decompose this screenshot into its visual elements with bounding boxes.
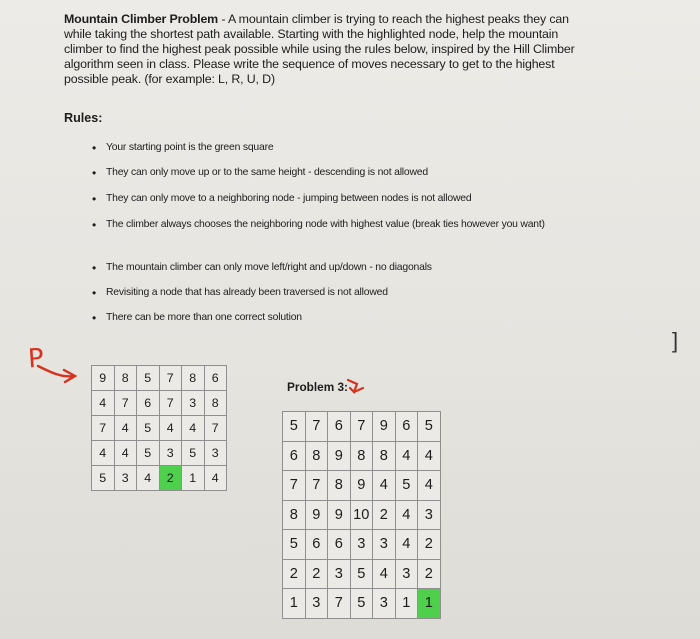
grid-row [92, 441, 227, 466]
rule-item [92, 310, 576, 326]
grid-row [283, 412, 441, 442]
grid-cell: 3 [159, 441, 182, 466]
grid-cell: 4 [114, 441, 137, 466]
grid-cell: 4 [373, 559, 396, 589]
problem-line-1: - A mountain climber is trying to reach the highest peaks they can [218, 12, 569, 26]
rule-item [92, 260, 576, 276]
grid-cell: 5 [92, 466, 115, 491]
grid-cell: 2 [305, 559, 328, 589]
problem3-grid [282, 411, 441, 619]
grid-cell: 8 [283, 500, 306, 530]
grid-cell: 2 [418, 530, 441, 560]
grid-row [283, 500, 441, 530]
problem-line-5: possible peak. (for example: L, R, U, D) [64, 72, 275, 86]
grid-cell: 9 [305, 500, 328, 530]
grid-cell: 7 [159, 391, 182, 416]
rule-item [92, 285, 576, 301]
handwritten-check-icon [343, 376, 369, 398]
grid-cell: 5 [137, 416, 160, 441]
grid-cell: 7 [350, 412, 373, 442]
grid-cell: 4 [159, 416, 182, 441]
grid-cell: 6 [137, 391, 160, 416]
grid-cell: 3 [373, 589, 396, 619]
grid-cell: 4 [418, 471, 441, 501]
grid-cell: 8 [204, 391, 227, 416]
grid-cell: 4 [395, 500, 418, 530]
example-grid [91, 365, 227, 491]
grid-cell: 6 [204, 366, 227, 391]
grid-cell: 7 [283, 471, 306, 501]
grid-cell: 4 [182, 416, 205, 441]
grid-cell: 4 [373, 471, 396, 501]
rule-text: The climber always chooses the neighboring node with highest value (break ties however you want) [106, 219, 545, 230]
problem-statement [64, 12, 584, 87]
grid-row [283, 530, 441, 560]
grid-cell: 7 [92, 416, 115, 441]
grid-cell: 9 [350, 471, 373, 501]
grid-cell: 8 [328, 471, 351, 501]
grid-cell: 5 [350, 559, 373, 589]
grid-cell: 7 [204, 416, 227, 441]
grid-cell: 7 [328, 589, 351, 619]
grid-cell: 3 [328, 559, 351, 589]
grid-cell: 6 [328, 412, 351, 442]
grid-cell: 9 [92, 366, 115, 391]
grid-cell: 4 [92, 391, 115, 416]
grid-cell: 5 [350, 589, 373, 619]
grid-cell: 1 [182, 466, 205, 491]
bullet-icon: • [92, 286, 97, 300]
grid-cell: 9 [328, 441, 351, 471]
grid-cell: 9 [328, 500, 351, 530]
grid-cell: 4 [137, 466, 160, 491]
rules-heading: Rules: [64, 111, 103, 125]
bullet-icon: • [92, 218, 97, 232]
grid-cell: 6 [283, 441, 306, 471]
rule-item [92, 140, 576, 156]
grid-cell: 1 [283, 589, 306, 619]
handwritten-arrow-icon [36, 362, 80, 384]
rule-text: They can only move up or to the same height - descending is not allowed [106, 167, 428, 178]
grid-cell: 5 [182, 441, 205, 466]
grid-row [283, 471, 441, 501]
grid-cell: 4 [395, 530, 418, 560]
problem-title: Mountain Climber Problem [64, 12, 219, 26]
grid-cell: 3 [373, 530, 396, 560]
start-cell: 2 [159, 466, 182, 491]
rule-text: There can be more than one correct solution [106, 312, 302, 323]
grid-cell: 10 [350, 500, 373, 530]
grid-cell: 8 [373, 441, 396, 471]
grid-cell: 3 [182, 391, 205, 416]
grid-cell: 3 [305, 589, 328, 619]
grid-cell: 7 [305, 412, 328, 442]
grid-cell: 6 [305, 530, 328, 560]
grid-cell: 5 [137, 366, 160, 391]
start-cell: 1 [418, 589, 441, 619]
bracket-mark-icon: ] [672, 328, 679, 353]
grid-cell: 3 [350, 530, 373, 560]
grid-cell: 7 [305, 471, 328, 501]
grid-cell: 4 [114, 416, 137, 441]
bullet-icon: • [92, 311, 97, 325]
grid-cell: 4 [92, 441, 115, 466]
grid-cell: 1 [395, 589, 418, 619]
grid-row [92, 366, 227, 391]
grid-cell: 4 [418, 441, 441, 471]
grid-cell: 2 [418, 559, 441, 589]
grid-cell: 5 [137, 441, 160, 466]
rule-text: The mountain climber can only move left/right and up/down - no diagonals [106, 262, 432, 273]
grid-cell: 2 [373, 500, 396, 530]
rule-text: They can only move to a neighboring node - jumping between nodes is not allowed [106, 193, 472, 204]
grid-row [92, 466, 227, 491]
grid-cell: 6 [395, 412, 418, 442]
handwritten-p-mark-icon: P [26, 343, 45, 375]
rule-text: Revisiting a node that has already been traversed is not allowed [106, 287, 388, 298]
rule-item [92, 165, 576, 181]
rule-item [92, 191, 576, 207]
grid-cell: 3 [114, 466, 137, 491]
problem-line-2: while taking the shortest path available. Starting with the highlighted node, help the mountain [64, 27, 559, 41]
grid-cell: 8 [182, 366, 205, 391]
grid-cell: 7 [114, 391, 137, 416]
grid-cell: 5 [395, 471, 418, 501]
grid-cell: 5 [283, 412, 306, 442]
grid-cell: 8 [350, 441, 373, 471]
grid-cell: 6 [328, 530, 351, 560]
grid-row [92, 416, 227, 441]
grid-cell: 5 [283, 530, 306, 560]
grid-cell: 4 [395, 441, 418, 471]
grid-cell: 5 [418, 412, 441, 442]
rule-item [92, 217, 568, 233]
bullet-icon: • [92, 141, 97, 155]
grid-cell: 3 [395, 559, 418, 589]
grid-cell: 2 [283, 559, 306, 589]
grid-row [283, 559, 441, 589]
bullet-icon: • [92, 192, 97, 206]
grid-row [92, 391, 227, 416]
bullet-icon: • [92, 166, 97, 180]
grid-cell: 7 [159, 366, 182, 391]
grid-cell: 3 [418, 500, 441, 530]
grid-cell: 8 [114, 366, 137, 391]
grid-cell: 8 [305, 441, 328, 471]
grid-row [283, 441, 441, 471]
bullet-icon: • [92, 261, 97, 275]
problem3-label: Problem 3: [287, 380, 348, 394]
grid-cell: 4 [204, 466, 227, 491]
grid-cell: 3 [204, 441, 227, 466]
grid-cell: 9 [373, 412, 396, 442]
grid-row [283, 589, 441, 619]
problem-line-4: algorithm seen in class. Please write the sequence of moves necessary to get to the highest [64, 57, 555, 71]
rule-text: Your starting point is the green square [106, 142, 274, 153]
problem-line-3: climber to find the highest peak possible while using the rules below, inspired by the Hill Climber [64, 42, 575, 56]
